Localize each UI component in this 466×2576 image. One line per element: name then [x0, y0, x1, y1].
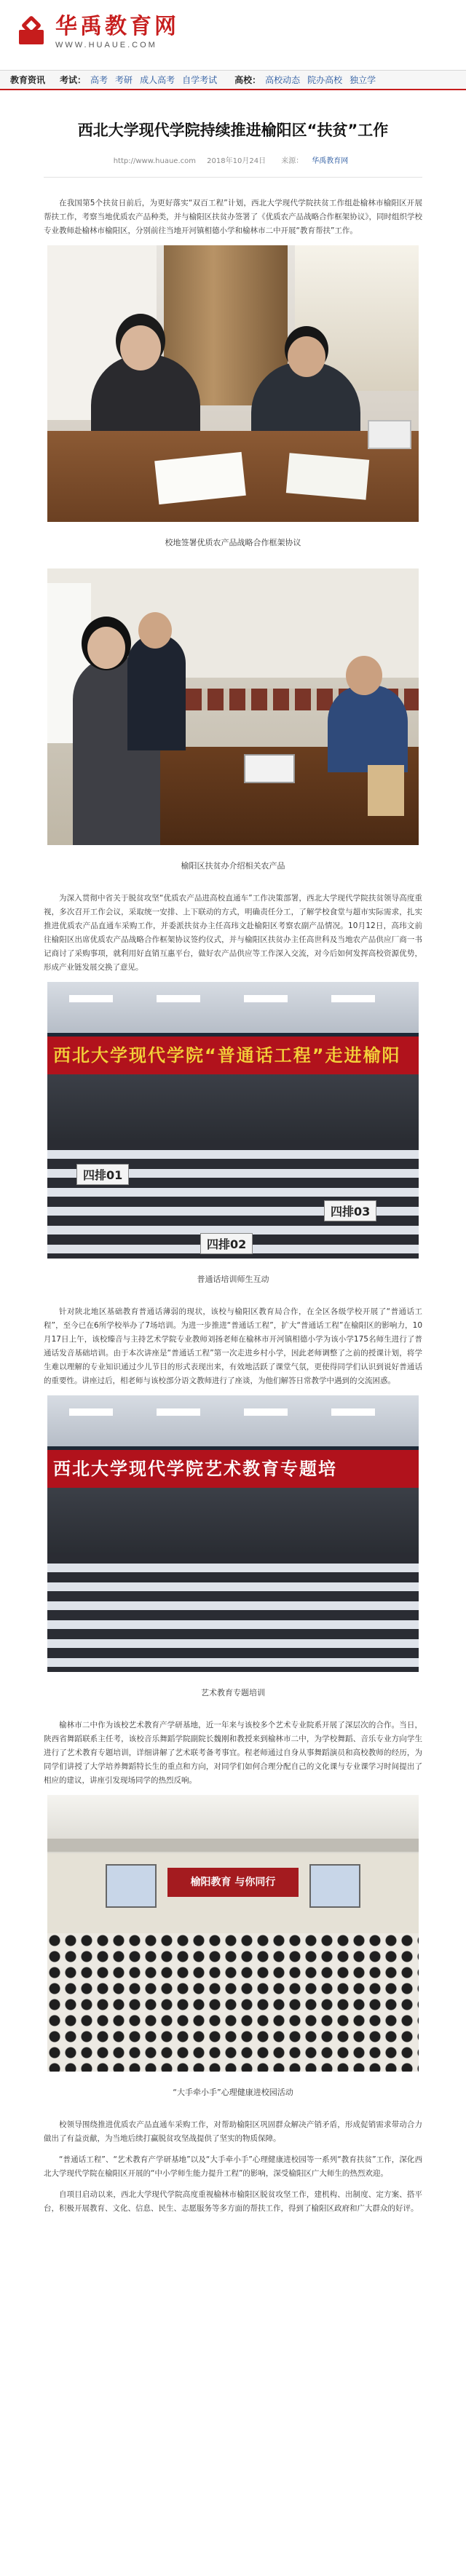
site-url: WWW.HUAUE.COM — [55, 41, 157, 49]
photo-caption: “大手牵小手”心理健康进校园活动 — [173, 2088, 293, 2097]
article-meta — [44, 154, 422, 165]
article-title: 西北大学现代学院持续推进榆阳区“扶贫”工作 — [77, 122, 389, 139]
meta-source-link[interactable]: 华禹教育网 — [312, 157, 349, 165]
nav-link-college-news[interactable]: 高校动态 — [265, 75, 301, 85]
nav-exam-label: 考试： — [60, 75, 87, 85]
row-sign: 四排02 — [200, 1233, 253, 1254]
nav-home[interactable]: 教育资讯 — [10, 75, 46, 85]
photo-caption: 普通话培训师生互动 — [197, 1275, 269, 1284]
article-paragraph: 在我国第5个扶贫日前后，为更好落实“双百工程”计划，西北大学现代学院扶贫工作组赴榆林市榆阳区开展帮扶工作，考察当地优质农产品种类，并与榆阳区扶贫办签署了《优质农产品战略合作框架协议》，同时组织学校专业教师赴榆林市榆阳区，分别前往当地开河镇相德小学和榆林市二中开展“教育帮扶”工作。 — [44, 199, 422, 235]
hall-banner: 西北大学现代学院艺术教育专题培 — [47, 1450, 419, 1488]
photo-mandarin-training — [47, 982, 419, 1259]
meta-url[interactable]: http://www.huaue.com — [113, 157, 196, 165]
article-paragraph: 为深入贯彻中省关于脱贫攻坚“优质农产品进高校直通车”工作决策部署，西北大学现代学院扶贫领导高度重视，多次召开工作会议，采取统一安排、上下联动的方式，明确责任分工，了解学校食堂与超市实际需求，扎实推进优质农产品直通车采购工作，并委派扶贫办主任高玮文赴榆阳区考察农副产品情况。10月12日，高玮文前往榆阳区出席优质农产品战略合作框架协议签约仪式，并与榆阳区扶贫办主任高世科及当地农产品供应厂商一书记商讨了采购事项，就利用好直销互惠平台，做好农产品供应等工作深入交流，对今后如何发挥高校资源优势，形成产业链发展交换了意见。 — [44, 894, 422, 972]
hall-banner: 榆阳教育 与你同行 — [167, 1868, 299, 1897]
banner-highlight: 普通话工程 — [217, 1045, 312, 1066]
hall-banner: 西北大学现代学院“普通话工程”走进榆阳 — [47, 1037, 419, 1074]
nav-link-independent[interactable]: 独立学 — [350, 75, 376, 85]
photo-art-training — [47, 1395, 419, 1672]
nav-link-kaoyan[interactable]: 考研 — [115, 75, 133, 85]
photo-caption: 校地签署优质农产品战略合作框架协议 — [165, 538, 301, 547]
title-divider — [44, 177, 422, 178]
row-sign: 四排03 — [324, 1200, 376, 1221]
article — [0, 119, 466, 2216]
main-nav — [0, 70, 466, 90]
photo-mental-health-activity — [47, 1795, 419, 2072]
nav-link-gaokao[interactable]: 高考 — [90, 75, 108, 85]
article-paragraph: 榆林市二中作为该校艺术教育产学研基地，近一年来与该校多个艺术专业院系开展了深层次的合作。当日，陕西省舞蹈联系主任考，该校音乐舞蹈学院副院长魏刚和教授来到榆林市二中，为学校舞蹈、音乐专业方向学生进行了艺术教育专题培训，详细讲解了艺术联考备考事宜。程老师通过自身从事舞蹈演员和高校教师的经历，为同学们讲授了大学培养舞蹈特长生的重点和方向，对同学们如何合理分配自己的文化课与专业课学习时间提出了相应的建议，讲座引发现场同学的热烈反响。 — [44, 1721, 422, 1785]
article-paragraph: “普通话工程”、“艺术教育产学研基地”以及“大手牵小手”心理健康进校园等一系列“教育扶贫”工作，深化西北大学现代学院在榆阳区开展的“中小学师生能力提升工程”的影响，深受榆阳区广大师生的热烈欢迎。 — [44, 2155, 422, 2178]
photo-caption: 榆阳区扶贫办介绍相关农产品 — [181, 861, 285, 871]
nav-link-chengkao[interactable]: 成人高考 — [140, 75, 175, 85]
photo-product-introduction — [47, 568, 419, 845]
meta-date: 2018年10月24日 — [207, 157, 266, 165]
site-name: 华禹教育网 — [55, 14, 179, 39]
row-sign: 四排01 — [76, 1164, 129, 1185]
article-paragraph: 自项目启动以来，西北大学现代学院高度重视榆林市榆阳区脱贫攻坚工作，建机构、出制度、定方案、搭平台，积极开展教育、文化、信息、民生、志愿服务等多方面的帮扶工作，得到了榆阳区政府和广大群众的好评。 — [44, 2190, 422, 2213]
nav-link-private-college[interactable]: 院办高校 — [307, 75, 343, 85]
article-paragraph: 针对陕北地区基础教育普通话薄弱的现状，该校与榆阳区教育局合作，在全区各级学校开展了“普通话工程”，至今已在6所学校举办了7场培训。为进一步推进“普通话工程”，扩大“普通话工程”在榆阳区的影响力，10月17日上午，该校臻音与主持艺术学院专业教师刘扬老师在榆林市开河镇相德小学为该小学175名师生进行了普通话发音基础培训。由于本次讲座是“普通话工程”第一次走进乡村小学，因此老师调整了之前的授课计划，将学生难以理解的专业知识通过少儿节目的形式表现出来，有效地活跃了课堂气氛，更使得同学们认识到说好普通话的重要性。讲座过后，相老师与该校部分语文教师进行了座谈，为他们解答日常教学中遇到的交流困惑。 — [44, 1307, 422, 1385]
nav-link-zikao[interactable]: 自学考试 — [182, 75, 218, 85]
logo-mark-icon — [15, 15, 48, 49]
photo-caption: 艺术教育专题培训 — [201, 1688, 265, 1697]
site-header — [0, 0, 466, 70]
article-paragraph: 校领导围绕推进优质农产品直通车采购工作，对帮助榆阳区巩固群众解决产销矛盾，形成促销需求带动合力做出了有益贡献，为当地后续打赢脱贫攻坚战提供了坚实的物质保障。 — [44, 2120, 422, 2143]
nav-college-label: 高校： — [234, 75, 261, 85]
photo-signing-ceremony — [47, 245, 419, 522]
meta-source-label: 来源： — [281, 157, 304, 165]
site-logo[interactable] — [15, 9, 248, 55]
